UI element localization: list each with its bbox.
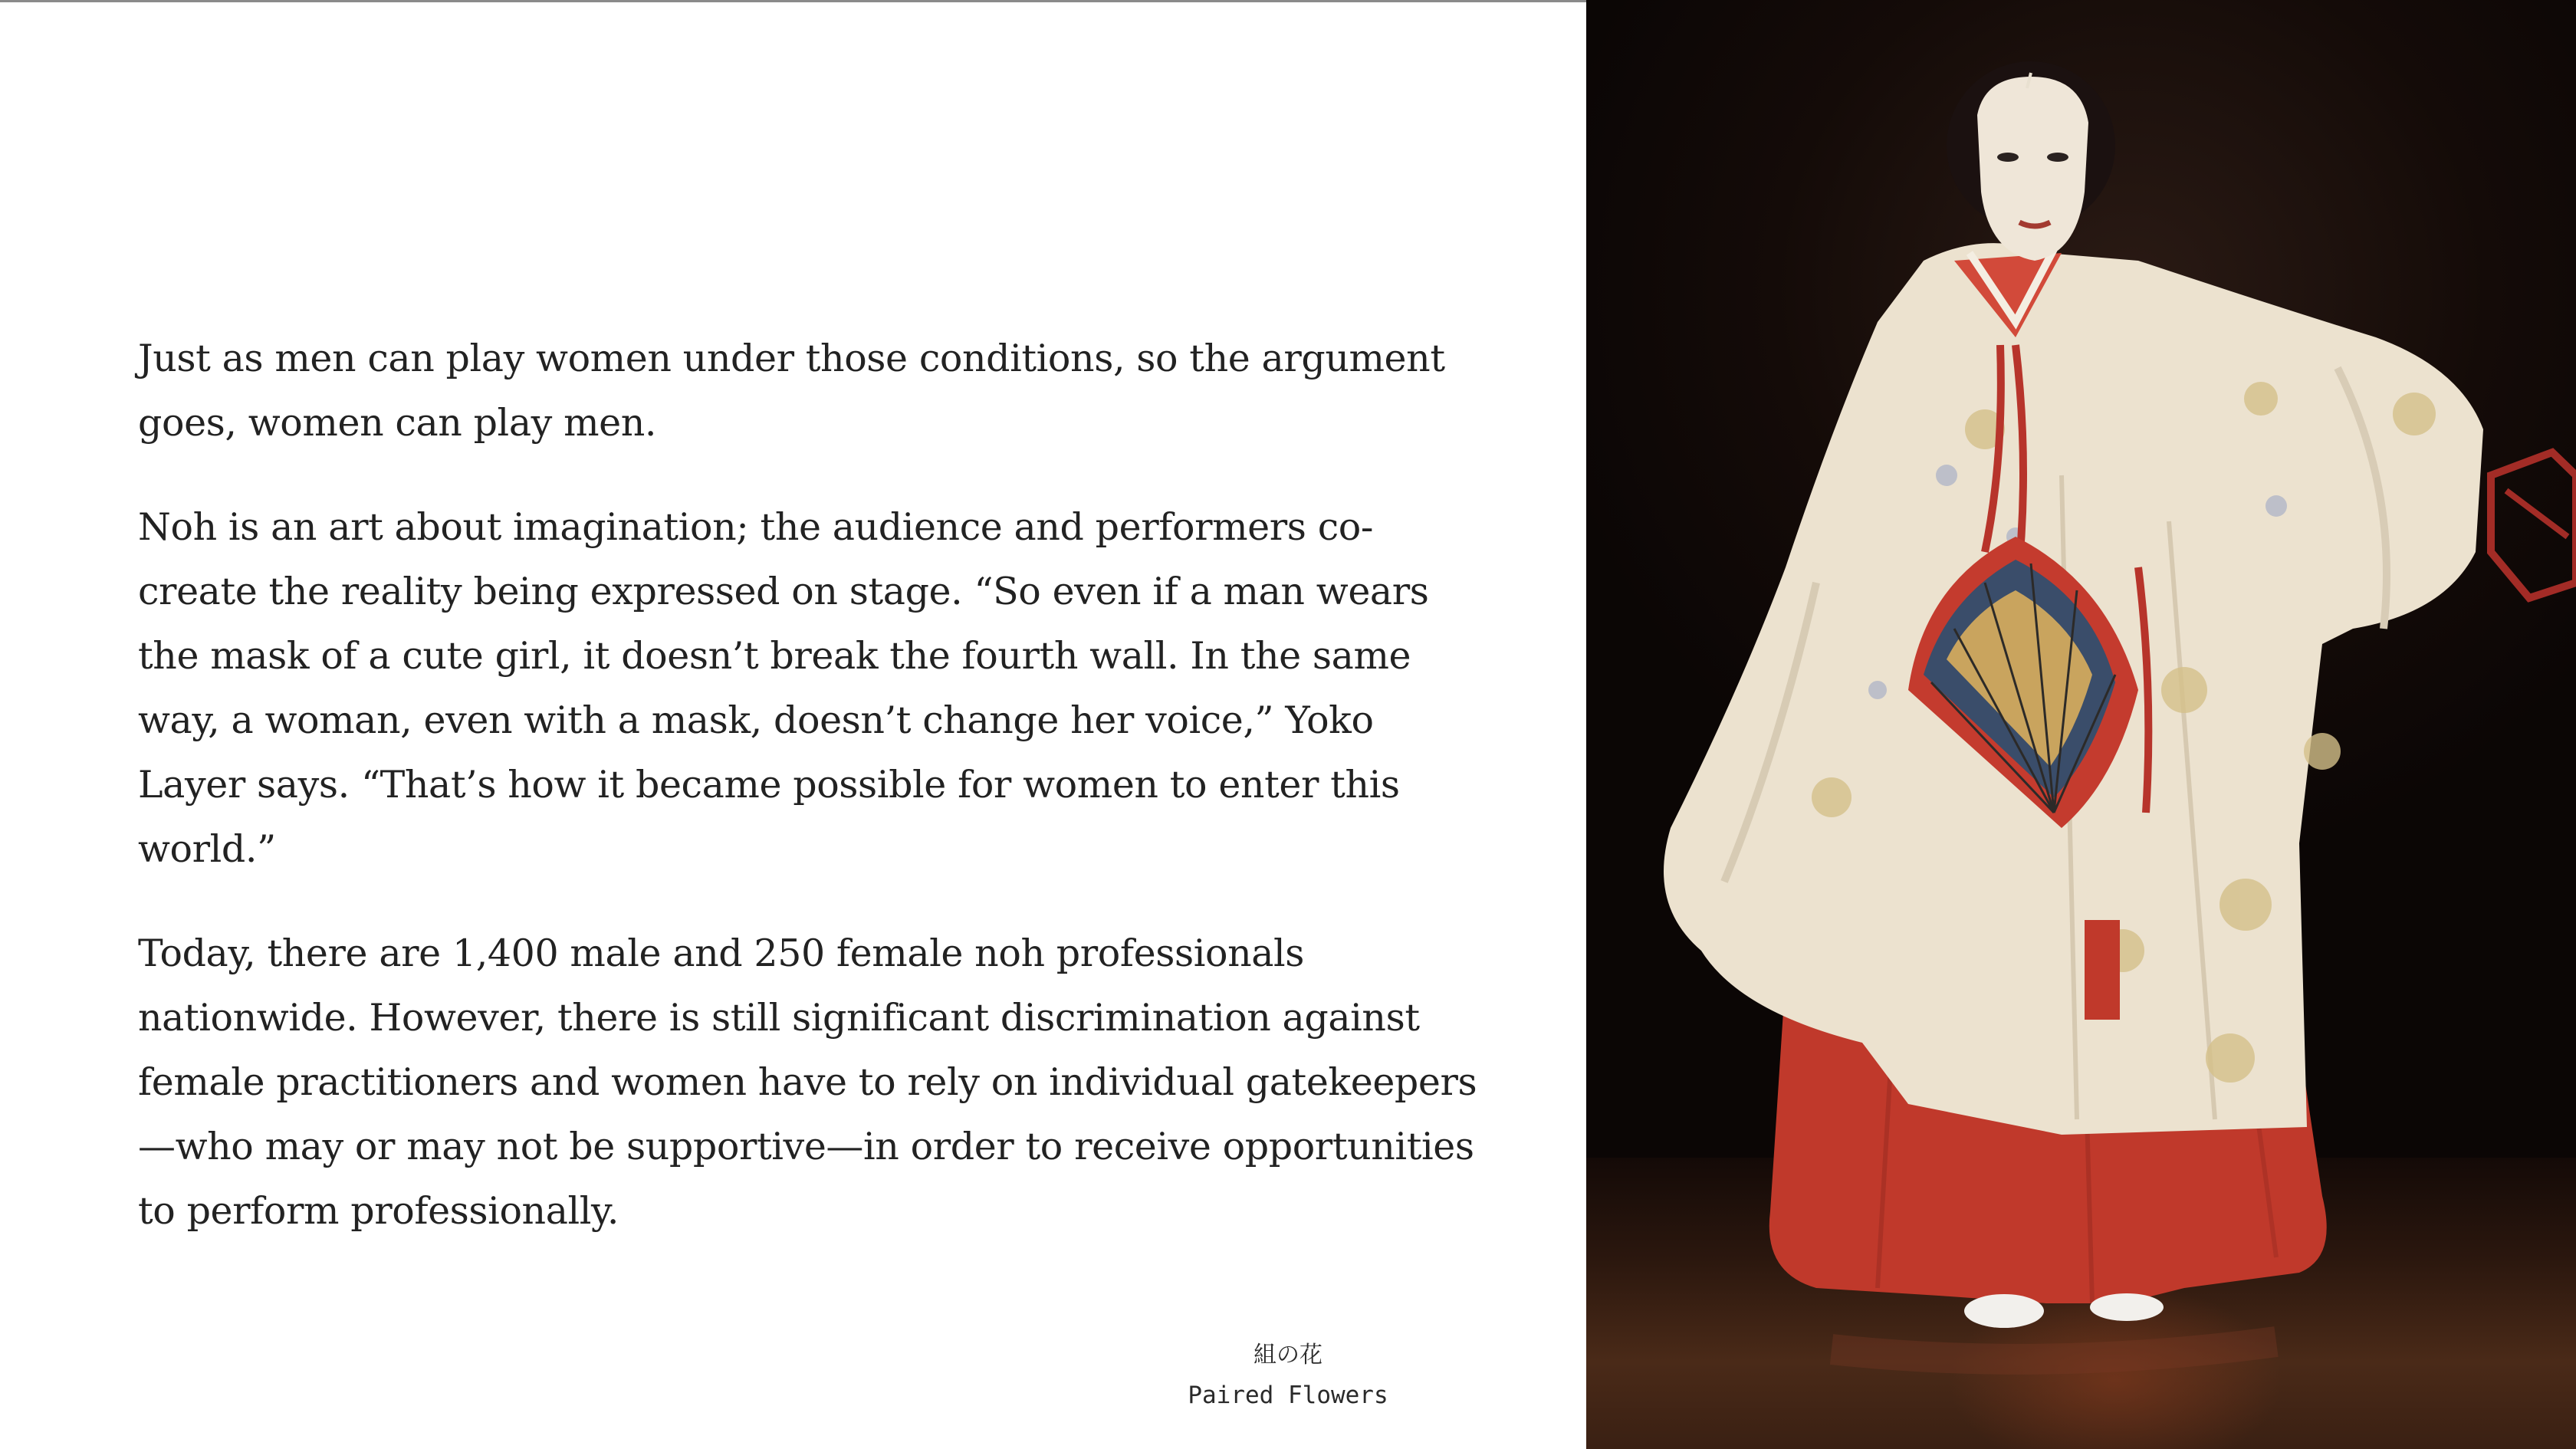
paragraph-3: Today, there are 1,400 male and 250 female noh professionals nationwide. However, there is still significant discrimination against female practitioners and women have to rely on individual gatekeepers—who may or may not be supportive—in order to receive opportunities to perform professionally.: [138, 932, 1477, 1233]
paragraph-1: Just as men can play women under those conditions, so the argument goes, women can play men.: [138, 337, 1445, 445]
noh-mask: [1977, 77, 2088, 261]
right-tabi: [2090, 1293, 2164, 1321]
left-tabi: [1964, 1294, 2044, 1328]
paragraph-2: Noh is an art about imagination; the audience and performers co-create the reality being expressed on stage. “So even if a man wears the mask of a cute girl, it doesn’t break the fourth wall. In the same way, a woman, even with a mask, doesn’t change her voice,” Yoko Layer says. “That’s how it became possible for women to enter this world.”: [138, 505, 1429, 871]
caption-japanese: 組の花: [1254, 1342, 1322, 1368]
article-body: [138, 327, 1487, 1283]
performer-figure: [1586, 0, 2576, 1449]
caption-english: Paired Flowers: [1188, 1382, 1388, 1409]
noh-performer-photo: [1586, 0, 2576, 1449]
red-ornament: [2491, 452, 2576, 598]
photo-caption: [1135, 1338, 1441, 1418]
